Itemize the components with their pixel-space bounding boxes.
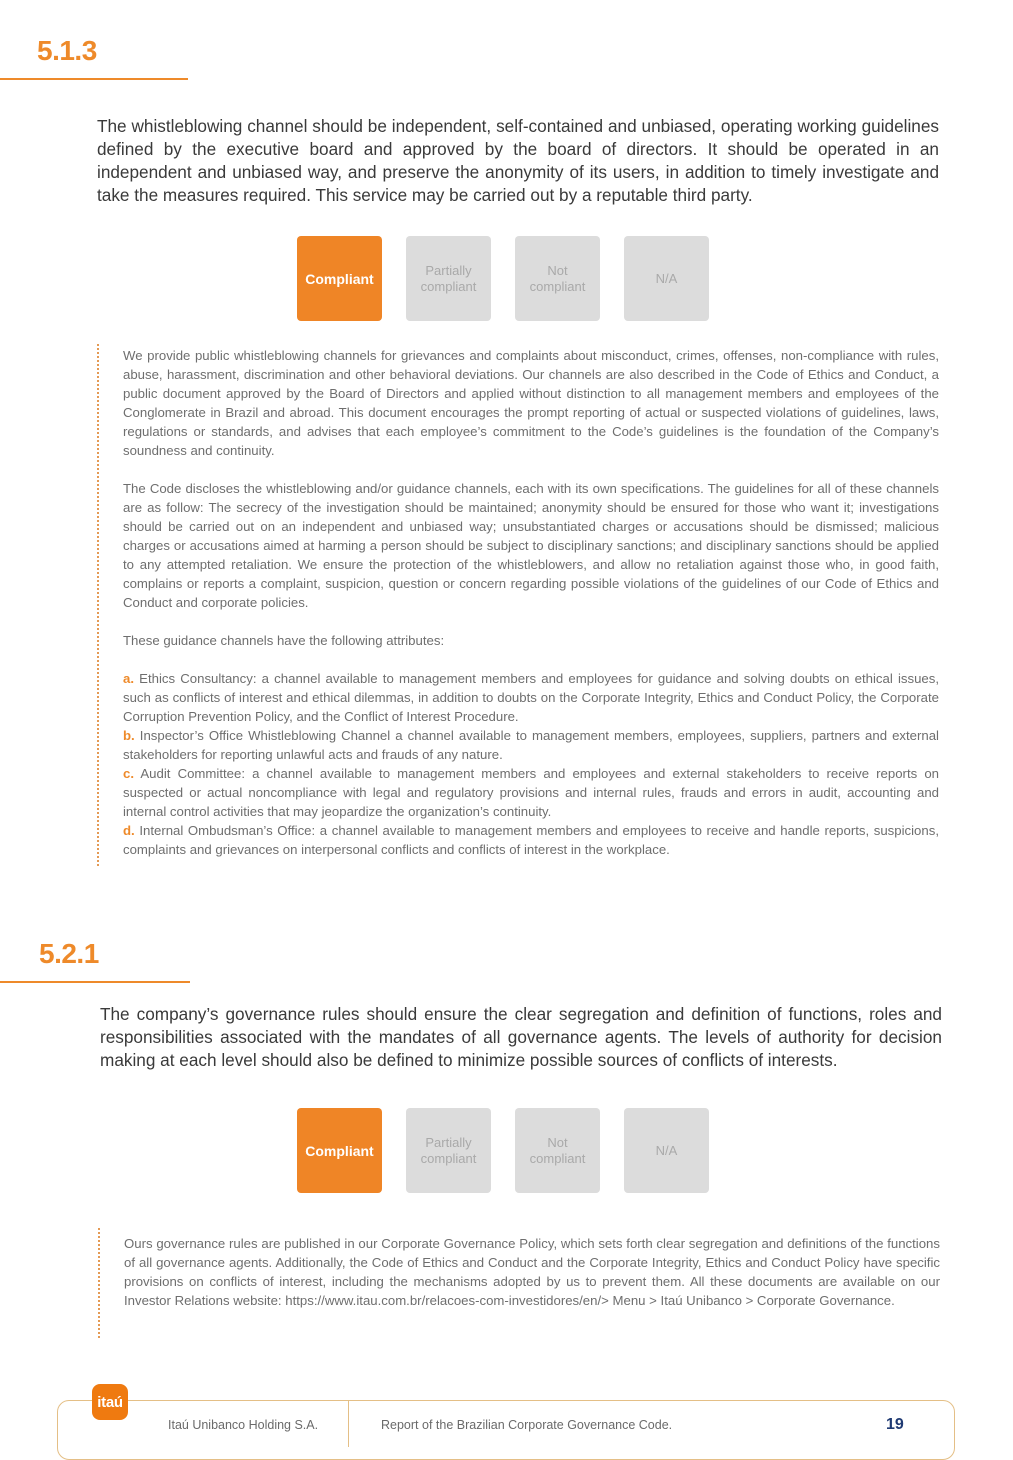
response-text xyxy=(123,346,939,859)
option-partially-compliant: Partially compliant xyxy=(406,236,491,321)
footer-report-title: Report of the Brazilian Corporate Governance Code. xyxy=(381,1418,673,1432)
list-item xyxy=(123,764,939,821)
compliance-options xyxy=(297,1108,709,1193)
list-item xyxy=(123,726,939,764)
footer-divider xyxy=(348,1400,349,1447)
response-paragraph: These guidance channels have the following attributes: xyxy=(123,633,445,648)
list-text: Ethics Consultancy: a channel available to management members and employees for guidance and solving doubts on ethical issues, such as conflicts of interest and ethical dilemmas, in addition to doubts on the Corporate Integrity, Ethics and Conduct Policy, the Corporate Corruption Prevention Policy, and the Conflict of Interest Procedure. xyxy=(123,671,939,724)
list-text: Internal Ombudsman’s Office: a channel available to management members and employees to receive and handle reports, suspicions, complaints and grievances on interpersonal conflicts and conflicts of interest in the workplace. xyxy=(123,823,939,857)
section-number: 5.2.1 xyxy=(39,938,99,969)
list-label: a. xyxy=(123,671,134,686)
principle-text: The company’s governance rules should ensure the clear segregation and definition of functions, roles and responsibilities associated with the mandates of all governance agents. The levels of authority for decision making at each level should also be defined to minimize possible sources of conflicts of interests. xyxy=(100,1004,942,1070)
list-item xyxy=(123,669,939,726)
option-compliant: Compliant xyxy=(297,1108,382,1193)
response-paragraph: Ours governance rules are published in our Corporate Governance Policy, which sets forth clear segregation and definitions of the functions of all governance agents. Additionally, the Code of Ethics and Conduct and the Corporate Integrity, Ethics and Conduct Policy have specific provisions on conflicts of interest, including the mechanisms adopted by us to prevent them. All these documents are available on our Investor Relations website: https://www.itau.com.br/relacoes-com-investidores/en/> Menu > Itaú Unibanco > Corporate Governance. xyxy=(124,1236,940,1308)
option-not-compliant: Not compliant xyxy=(515,236,600,321)
section-rule xyxy=(0,981,190,983)
footer-company: Itaú Unibanco Holding S.A. xyxy=(168,1418,319,1432)
option-na: N/A xyxy=(624,236,709,321)
list-text: Inspector’s Office Whistleblowing Channel a channel available to management members, employees, suppliers, partners and external stakeholders for reporting unlawful acts and frauds of any nature. xyxy=(123,728,939,762)
option-not-compliant: Not compliant xyxy=(515,1108,600,1193)
response-dotted-line xyxy=(98,1228,100,1338)
response-text xyxy=(124,1234,940,1310)
list-label: c. xyxy=(123,766,134,781)
itau-logo: itaú xyxy=(92,1384,128,1420)
response-paragraph: The Code discloses the whistleblowing and/or guidance channels, each with its own specifications. The guidelines for all of these channels are as follow: The secrecy of the investigation should be maintained; anonymity should be ensured for those who want it; investigations should be carried out on an independent and unbiased way; unsubstantiated charges or accusations should be dismissed; malicious charges or accusations aimed at harming a person should be subject to disciplinary sanctions; and disciplinary sanctions should be applied to any attempted retaliation. We ensure the protection of the whistleblowers, and allow no retaliation against those who, in good faith, complains or reports a complaint, suspicion, question or concern regarding possible violations of the guidelines of our Code of Ethics and Conduct and corporate policies. xyxy=(123,481,939,610)
section-number: 5.1.3 xyxy=(37,35,97,66)
list-item xyxy=(123,821,939,859)
section-rule xyxy=(0,78,188,80)
response-dotted-line xyxy=(97,344,99,866)
principle-text: The whistleblowing channel should be independent, self-contained and unbiased, operating working guidelines defined by the executive board and approved by the board of directors. It should be operated in an independent and unbiased way, and preserve the anonymity of its users, in addition to timely investigate and take the measures required. This service may be carried out by a reputable third party. xyxy=(97,116,939,205)
response-paragraph: We provide public whistleblowing channels for grievances and complaints about misconduct, crimes, offenses, non-compliance with rules, abuse, harassment, discrimination and other behavioral deviations. Our channels are also described in the Code of Ethics and Conduct, a public document approved by the Board of Directors and applied without distinction to all management members and employees of the Conglomerate in Brazil and abroad. This document encourages the prompt reporting of actual or suspected violations of guidelines, laws, regulations or standards, and advises that each employee’s commitment to the Code’s guidelines is the foundation of the Company’s soundness and continuity. xyxy=(123,348,939,458)
option-partially-compliant: Partially compliant xyxy=(406,1108,491,1193)
compliance-options xyxy=(297,236,709,321)
page-number: 19 xyxy=(886,1416,904,1433)
list-label: b. xyxy=(123,728,135,743)
option-compliant: Compliant xyxy=(297,236,382,321)
list-label: d. xyxy=(123,823,135,838)
option-na: N/A xyxy=(624,1108,709,1193)
list-text: Audit Committee: a channel available to management members and employees and external stakeholders to receive reports on suspected or actual noncompliance with legal and regulatory provisions and internal rules, frauds and errors in audit, accounting and internal control activities that may jeopardize the organization’s continuity. xyxy=(123,766,939,819)
